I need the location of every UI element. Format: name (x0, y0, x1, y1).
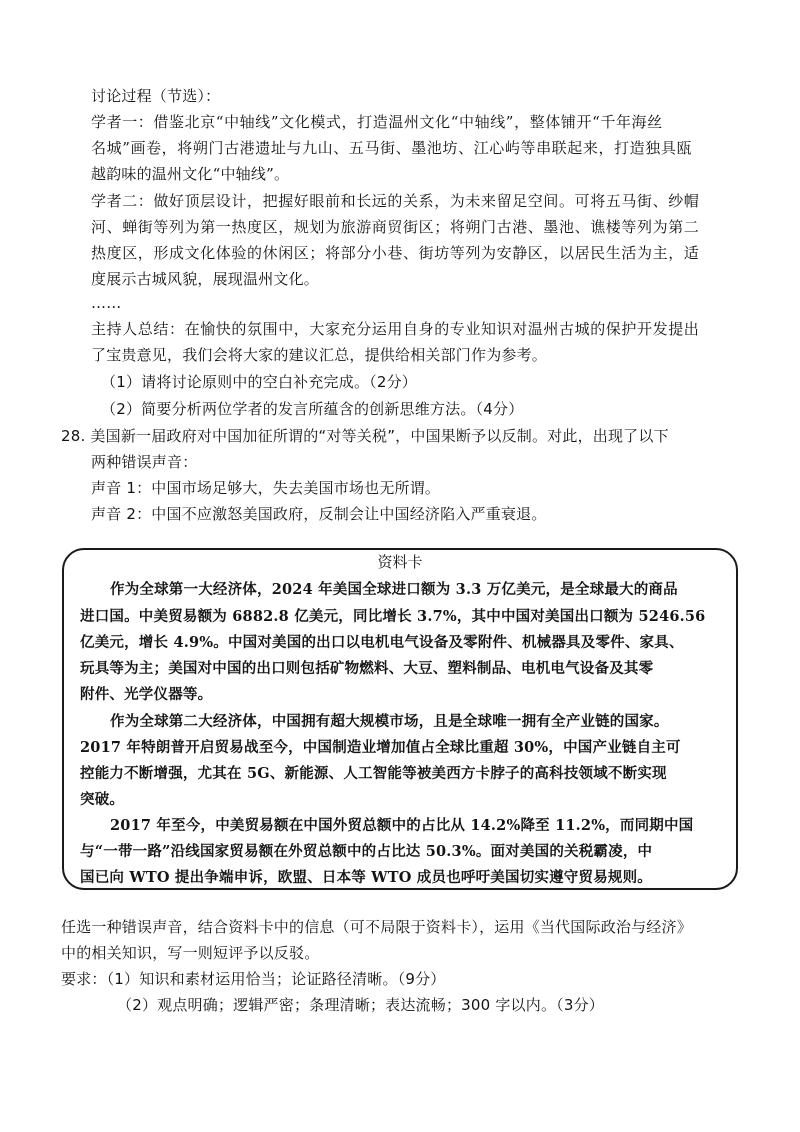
card-p1-line-4: 玩具等为主；美国对中国的出口则包括矿物燃料、大豆、塑料制品、电机电气设备及其零 (80, 660, 654, 677)
voice-1: 声音 1：中国市场足够大，失去美国市场也无所谓。 (91, 479, 441, 497)
card-p2-line-4: 突破。 (80, 791, 125, 808)
card-p2-line-2: 2017 年特朗普开启贸易战至今，中国制造业增加值占全球比重超 30%，中国产业链自主可 (80, 739, 681, 756)
task-line-2: 中的相关知识，写一则短评予以反驳。 (61, 944, 320, 962)
question-2: （2）简要分析两位学者的发言所蕴含的创新思维方法。（4分） (101, 400, 524, 418)
requirement-2: （2）观点明确；逻辑严密；条理清晰；表达流畅；300 字以内。（3分） (117, 996, 604, 1014)
task-line-1: 任选一种错误声音，结合资料卡中的信息（可不局限于资料卡），运用《当代国际政治与经济》 (61, 918, 692, 936)
scholar2-line-1: 学者二：做好顶层设计，把握好眼前和长远的关系，为未来留足空间。可将五马街、纱帽 (91, 192, 700, 210)
question-1: （1）请将讨论原则中的空白补充完成。（2分） (101, 373, 417, 391)
voice-2: 声音 2：中国不应激怒美国政府，反制会让中国经济陷入严重衰退。 (91, 505, 547, 523)
card-p3-line-1: 2017 年至今，中美贸易额在中国外贸总额中的占比从 14.2%降至 11.2%，而同期中国 (110, 817, 694, 834)
scholar1-line-3: 越韵味的温州文化“中轴线”。 (91, 165, 290, 183)
host-summary-line-1: 主持人总结：在愉快的氛围中，大家充分运用自身的专业知识对温州古城的保护开发提出 (91, 320, 700, 338)
scholar1-line-2: 名城”画卷，将朔门古港遗址与九山、五马街、墨池坊、江心屿等串联起来，打造独具瓯 (91, 139, 693, 157)
card-p2-line-1: 作为全球第二大经济体，中国拥有超大规模市场，且是全球唯一拥有全产业链的国家。 (110, 713, 669, 730)
requirement-1: 要求：（1）知识和素材运用恰当；论证路径清晰。（9分） (61, 970, 446, 988)
scholar2-line-3: 热度区，形成文化体验的休闲区；将部分小巷、街坊等列为安静区，以居民生活为主，适 (91, 244, 700, 262)
card-p2-line-3: 控能力不断增强，尤其在 5G、新能源、人工智能等被美西方卡脖子的高科技领域不断实现 (80, 765, 667, 782)
ellipsis: …… (91, 294, 122, 312)
card-p3-line-3: 国已向 WTO 提出争端申诉，欧盟、日本等 WTO 成员也呼吁美国切实遵守贸易规则。 (80, 869, 652, 886)
scholar1-line-1: 学者一：借鉴北京“中轴线”文化模式，打造温州文化“中轴线”，整体铺开“千年海丝 (91, 113, 663, 131)
info-card-title: 资料卡 (377, 553, 423, 571)
discussion-heading: 讨论过程（节选）： (91, 87, 221, 105)
card-p1-line-2: 进口国。中美贸易额为 6882.8 亿美元，同比增长 3.7%，其中中国对美国出口额为 5246.56 (80, 608, 706, 625)
host-summary-line-2: 了宝贵意见，我们会将大家的建议汇总，提供给相关部门作为参考。 (91, 346, 548, 364)
card-p1-line-1: 作为全球第一大经济体，2024 年美国全球进口额为 3.3 万亿美元，是全球最大的商品 (110, 581, 678, 598)
card-p1-line-5: 附件、光学仪器等。 (80, 686, 213, 703)
scholar2-line-4: 度展示古城风貌，展现温州文化。 (91, 270, 320, 288)
q28-intro-line-1: 28. 美国新一届政府对中国加征所谓的“对等关税”，中国果断予以反制。对此，出现了以下 (61, 427, 669, 445)
q28-intro-line-2: 两种错误声音： (91, 453, 198, 471)
scholar2-line-2: 河、蝉街等列为第一热度区，规划为旅游商贸街区；将朔门古港、墨池、谯楼等列为第二 (91, 218, 700, 236)
card-p3-line-2: 与“一带一路”沿线国家贸易额在外贸总额中的占比达 50.3%。面对美国的关税霸凌，中 (80, 843, 653, 860)
card-p1-line-3: 亿美元，增长 4.9%。中国对美国的出口以电机电气设备及零附件、机械器具及零件、家具、 (80, 634, 684, 651)
